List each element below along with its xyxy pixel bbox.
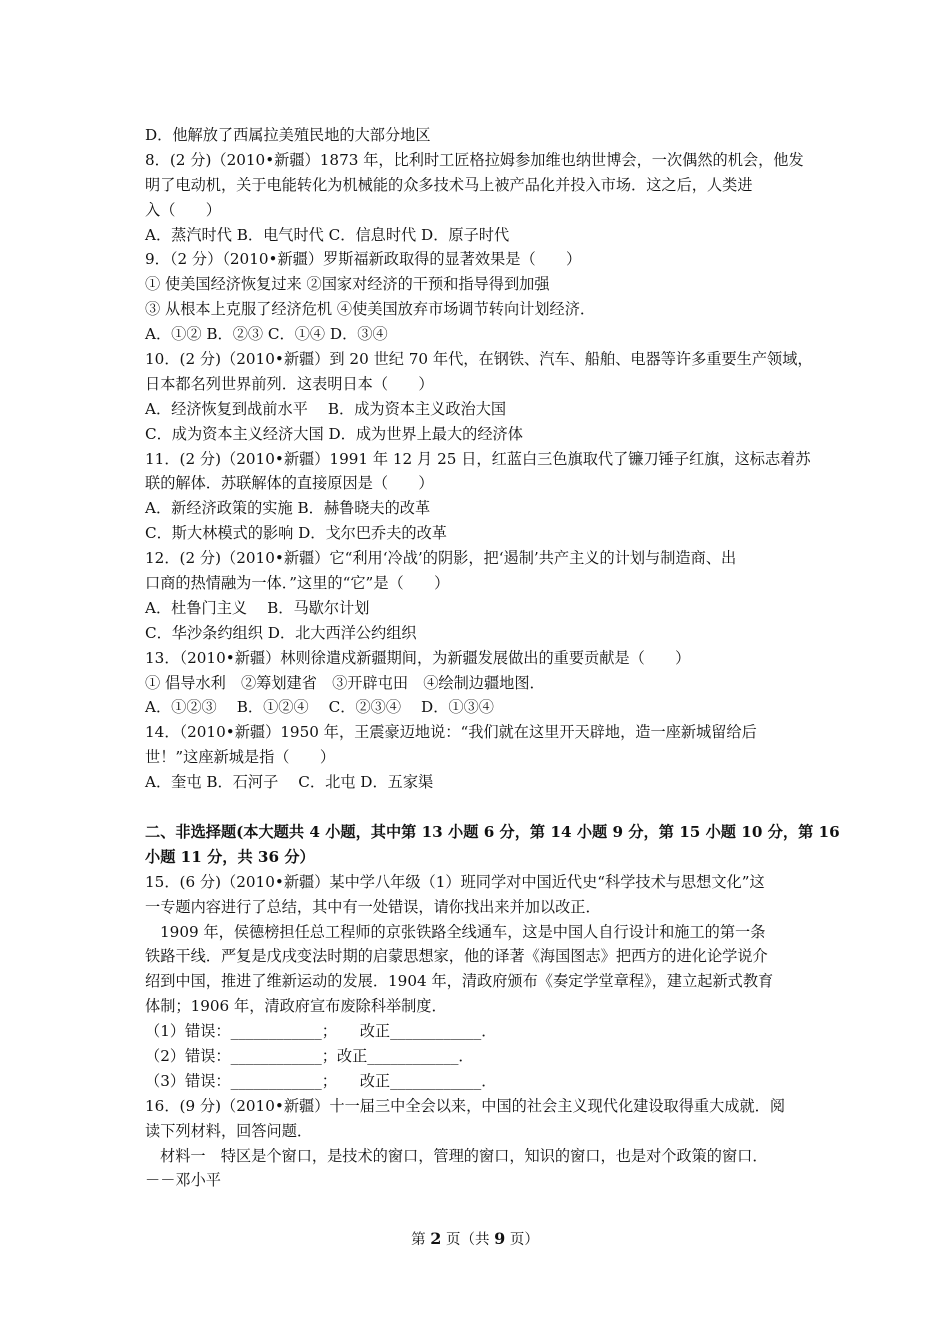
section-heading: 二、非选择题(本大题共 4 小题，其中第 13 小题 6 分，第 14 小题 9 分，第 15 小题 10 分，第 16: [145, 822, 840, 841]
footer-suffix: 页）: [505, 1232, 539, 1248]
text-line: 入（ ）: [145, 200, 221, 219]
options-line: C．华沙条约组织 D．北大西洋公约组织: [145, 623, 417, 642]
page-total: 9: [494, 1229, 506, 1248]
text-line: ① 倡导水利 ②筹划建省 ③开辟屯田 ④绘制边疆地图．: [145, 673, 545, 692]
question-14-line: 14．（2010•新疆）1950 年，王震豪迈地说：“我们就在这里开天辟地，造一座新城留给后: [145, 723, 757, 742]
answer-blank-line: （1）错误：____________； 改正____________．: [145, 1022, 497, 1041]
options-line: A．杜鲁门主义 B．马歇尔计划: [145, 598, 370, 617]
options-line: A．新经济政策的实施 B．赫鲁晓夫的改革: [145, 499, 431, 518]
question-8-line: 8．(2 分)（2010•新疆）1873 年，比利时工匠格拉姆参加维也纳世博会，一次偶然的机会，他发: [145, 150, 804, 169]
attribution-line: －－邓小平: [145, 1171, 221, 1190]
text-line: ③ 从根本上克服了经济危机 ④使美国放弃市场调节转向计划经济．: [145, 300, 596, 319]
blank-line: [145, 795, 810, 820]
section-heading: 小题 11 分，共 36 分）: [145, 847, 315, 866]
answer-blank-line: （3）错误：____________； 改正____________．: [145, 1071, 497, 1090]
options-line: A．蒸汽时代 B．电气时代 C．信息时代 D．原子时代: [145, 225, 510, 244]
question-12-line: 12．(2 分)（2010•新疆）它“利用‘冷战’的阴影，把‘遏制’共产主义的计划与制造商、出: [145, 549, 737, 568]
options-line: A．①② B．②③ C．①④ D．③④: [145, 325, 388, 344]
text-line: 世！”这座新城是指（ ）: [145, 748, 336, 767]
question-15-line: 15．(6 分)（2010•新疆）某中学八年级（1）班同学对中国近代史“科学技术与思想文化”这: [145, 872, 765, 891]
question-10-line: 10．(2 分)（2010•新疆）到 20 世纪 70 年代，在钢铁、汽车、船舶、电器等许多重要生产领域，: [145, 350, 813, 369]
footer-middle: 页（共: [441, 1232, 495, 1248]
text-line: ① 使美国经济恢复过来 ②国家对经济的干预和指导得到加强: [145, 275, 550, 294]
text-line: 口商的热情融为一体．”这里的“它”是（ ）: [145, 574, 450, 593]
options-line: A．奎屯 B．石河子 C．北屯 D．五家渠: [145, 773, 434, 792]
text-line: 联的解体．苏联解体的直接原因是（ ）: [145, 474, 434, 493]
passage-line: 铁路干线．严复是戊戌变法时期的启蒙思想家，他的译著《海国图志》把西方的进化论学说介: [145, 947, 768, 966]
question-9-line: 9．（2 分）（2010•新疆）罗斯福新政取得的显著效果是（ ）: [145, 250, 582, 269]
question-11-line: 11．(2 分)（2010•新疆）1991 年 12 月 25 日，红蓝白三色旗取代了镰刀锤子红旗，这标志着苏: [145, 449, 811, 468]
text-line: 日本都名列世界前列．这表明日本（ ）: [145, 374, 434, 393]
text-line: D．他解放了西属拉美殖民地的大部分地区: [145, 126, 431, 144]
question-16-line: 16．(9 分)（2010•新疆）十一届三中全会以来，中国的社会主义现代化建设取得重大成就．阅: [145, 1096, 786, 1115]
passage-line: 体制；1906 年，清政府宣布废除科举制度．: [145, 997, 447, 1016]
passage-line: 1909 年，侯德榜担任总工程师的京张铁路全线通车，这是中国人自行设计和施工的第一条: [160, 922, 766, 941]
page-footer: [0, 1228, 950, 1249]
text-line: 明了电动机，关于电能转化为机械能的众多技术马上被产品化并投入市场．这之后，人类进: [145, 175, 753, 194]
question-13-line: 13．（2010•新疆）林则徐遣戍新疆期间，为新疆发展做出的重要贡献是（ ）: [145, 648, 691, 667]
options-line: C．成为资本主义经济大国 D．成为世界上最大的经济体: [145, 424, 523, 443]
options-line: A．经济恢复到战前水平 B．成为资本主义政治大国: [145, 399, 507, 418]
passage-line: 绍到中国，推进了维新运动的发展．1904 年，清政府颁布《奏定学堂章程》，建立起新式教育: [145, 972, 774, 991]
page-number: 2: [430, 1229, 442, 1248]
options-line: C．斯大林模式的影响 D．戈尔巴乔夫的改革: [145, 524, 447, 543]
footer-prefix: 第: [411, 1232, 431, 1248]
options-line: A．①②③ B．①②④ C．②③④ D．①③④: [145, 698, 494, 717]
exam-content: [145, 123, 840, 1193]
answer-blank-line: （2）错误：____________；改正____________．: [145, 1046, 474, 1065]
text-line: 读下列材料，回答问题．: [145, 1121, 313, 1140]
material-line: 材料一 特区是个窗口，是技术的窗口，管理的窗口，知识的窗口，也是对个政策的窗口．: [160, 1146, 768, 1165]
text-line: 一专题内容进行了总结，其中有一处错误，请你找出来并加以改正．: [145, 897, 601, 916]
